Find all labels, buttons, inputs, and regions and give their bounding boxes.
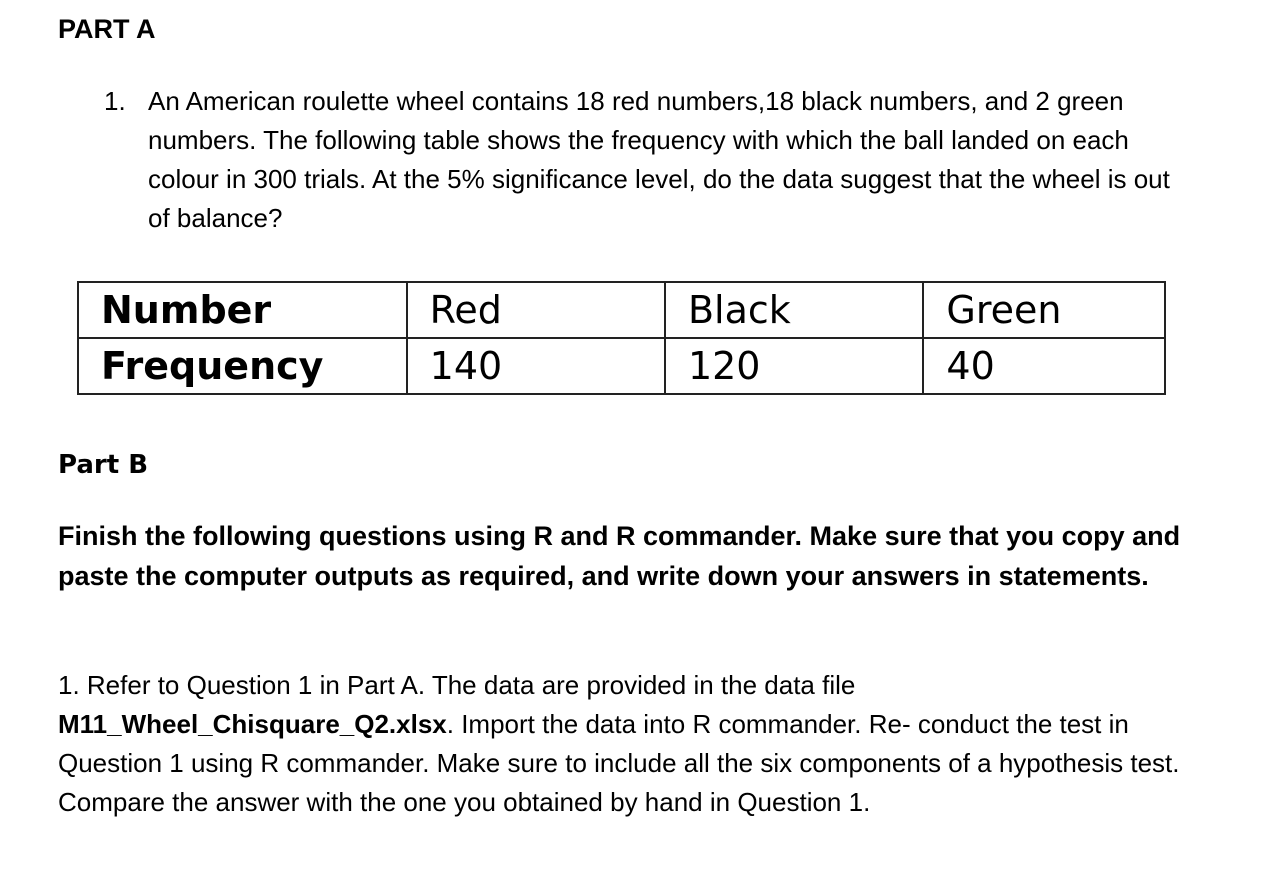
table-header-label: Number (78, 282, 407, 338)
table-row (78, 338, 1165, 394)
part-b-heading: Part B (58, 450, 149, 480)
part-b-instructions: Finish the following questions using R and R commander. Make sure that you copy and paste the computer outputs as required, and write down your answers in statements. (58, 521, 1181, 591)
question-number: 1. (104, 86, 126, 116)
data-file-name: M11_Wheel_Chisquare_Q2.xlsx (58, 709, 447, 739)
table-column-red: Red (407, 282, 665, 338)
table-column-green: Green (923, 282, 1165, 338)
table-column-black: Black (665, 282, 923, 338)
table-cell-red-frequency: 140 (407, 338, 665, 394)
table-row-label: Frequency (78, 338, 407, 394)
question-suffix: . Import the data into R commander. Re- conduct the test in Question 1 using R commander. Make sure to include all the six components of a hypothesis test. Compare the answer with the one you obtained by hand in Question 1. (58, 709, 1180, 817)
table-cell-black-frequency: 120 (665, 338, 923, 394)
table-row (78, 282, 1165, 338)
question-text: An American roulette wheel contains 18 red numbers,18 black numbers, and 2 green numbers. The following table shows the frequency with which the ball landed on each colour in 300 trials. At the 5% significance level, do the data suggest that the wheel is out of balance? (148, 86, 1170, 233)
part-b-question-1 (58, 666, 1218, 822)
frequency-table (77, 281, 1166, 395)
part-a-question-1 (104, 82, 1184, 238)
table-cell-green-frequency: 40 (923, 338, 1165, 394)
question-prefix: 1. Refer to Question 1 in Part A. The data are provided in the data file (58, 670, 856, 700)
part-a-heading: PART A (58, 14, 156, 44)
